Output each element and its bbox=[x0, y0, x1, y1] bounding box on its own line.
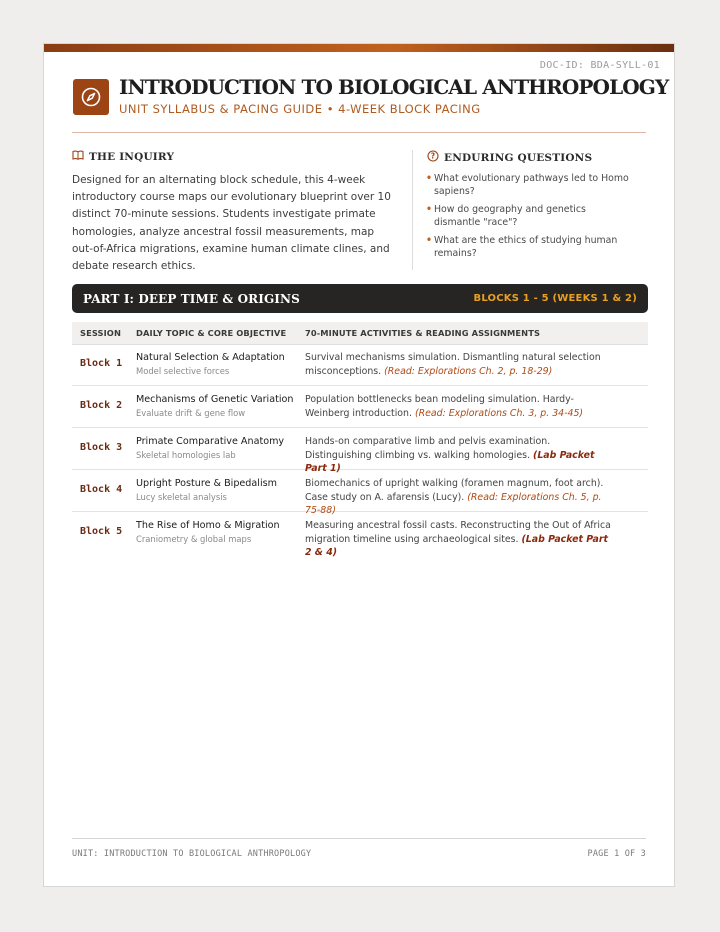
inquiry-section bbox=[72, 150, 392, 275]
page-title: INTRODUCTION TO BIOLOGICAL ANTHROPOLOGY bbox=[119, 75, 669, 99]
doc-id: DOC-ID: BDA-SYLL-01 bbox=[539, 60, 660, 71]
session-label: Block 5 bbox=[80, 526, 123, 537]
activity-text bbox=[305, 351, 615, 378]
footer-unit: UNIT: INTRODUCTION TO BIOLOGICAL ANTHROPOLOGY bbox=[72, 849, 312, 859]
table-header bbox=[72, 322, 648, 345]
topic-title: Upright Posture & Bipedalism bbox=[136, 478, 277, 489]
column-header-topic: DAILY TOPIC & CORE OBJECTIVE bbox=[136, 328, 287, 338]
session-label: Block 1 bbox=[80, 358, 123, 369]
part-range: BLOCKS 1 - 5 (WEEKS 1 & 2) bbox=[473, 293, 637, 304]
activity-text bbox=[305, 519, 615, 560]
topic-title: Primate Comparative Anatomy bbox=[136, 436, 285, 447]
activity-description: Hands-on comparative limb and pelvis examination. Distinguishing climbing vs. walking homologies. bbox=[305, 436, 551, 461]
activity-description: Measuring ancestral fossil casts. Reconstructing the Out of Africa migration timeline using archaeological sites. bbox=[305, 520, 611, 545]
table-row bbox=[72, 470, 648, 517]
session-label: Block 3 bbox=[80, 442, 123, 453]
inquiry-heading: THE INQUIRY bbox=[89, 150, 175, 163]
part-title: PART I: DEEP TIME & ORIGINS bbox=[83, 291, 300, 306]
question-item: • How do geography and genetics dismantle "race"? bbox=[427, 203, 632, 229]
topic-objective: Skeletal homologies lab bbox=[136, 450, 236, 460]
top-accent-bar bbox=[44, 44, 674, 52]
book-icon bbox=[72, 150, 84, 163]
table-row bbox=[72, 344, 648, 386]
table-row bbox=[72, 428, 648, 475]
reading-assignment: (Read: Explorations Ch. 2, p. 18-29) bbox=[384, 365, 553, 377]
questions-list bbox=[427, 172, 632, 260]
question-item: • What evolutionary pathways led to Homo sapiens? bbox=[427, 172, 632, 198]
reading-assignment: (Read: Explorations Ch. 3, p. 34-45) bbox=[414, 407, 584, 419]
topic-objective: Model selective forces bbox=[136, 366, 230, 376]
footer-page-number: PAGE 1 OF 3 bbox=[587, 849, 646, 859]
lab-assignment: (Lab Packet Part 1) bbox=[305, 449, 595, 475]
topic-objective: Evaluate drift & gene flow bbox=[136, 408, 246, 418]
table-row bbox=[72, 512, 648, 559]
enduring-questions-section bbox=[427, 150, 632, 265]
activity-description: Biomechanics of upright walking (foramen magnum, foot arch). Case study on A. afarensis (Lucy). bbox=[305, 478, 604, 503]
header-divider bbox=[72, 132, 646, 133]
page-subtitle: UNIT SYLLABUS & PACING GUIDE • 4-WEEK BLOCK PACING bbox=[119, 102, 481, 116]
question-circle-icon bbox=[427, 150, 439, 165]
session-label: Block 2 bbox=[80, 400, 123, 411]
activity-description: Population bottlenecks bean modeling simulation. Hardy-Weinberg introduction. bbox=[305, 394, 574, 419]
column-header-activities: 70-MINUTE ACTIVITIES & READING ASSIGNMENTS bbox=[305, 328, 541, 338]
question-item: • What are the ethics of studying human remains? bbox=[427, 234, 632, 260]
section-divider bbox=[412, 150, 413, 270]
table-row bbox=[72, 386, 648, 428]
activity-text bbox=[305, 393, 615, 420]
questions-heading: ENDURING QUESTIONS bbox=[444, 151, 593, 164]
topic-title: Mechanisms of Genetic Variation bbox=[136, 394, 294, 405]
part-header-bar bbox=[72, 284, 648, 313]
inquiry-body: Designed for an alternating block schedule, this 4-week introductory course maps our evolutionary blueprint over 10 distinct 70-minute sessions. Students investigate primate homologies, analyze ancestral fossil measurements, map out-of-Africa migrations, examine human climate clines, and debate research ethics. bbox=[72, 174, 391, 273]
column-header-session: SESSION bbox=[80, 328, 122, 338]
footer-divider bbox=[72, 838, 646, 839]
topic-objective: Lucy skeletal analysis bbox=[136, 492, 227, 502]
compass-icon bbox=[73, 79, 109, 115]
topic-title: Natural Selection & Adaptation bbox=[136, 352, 285, 363]
topic-title: The Rise of Homo & Migration bbox=[136, 520, 280, 531]
activity-description: Survival mechanisms simulation. Dismantling natural selection misconceptions. bbox=[305, 352, 601, 377]
lab-assignment: (Lab Packet Part 2 & 4) bbox=[305, 533, 608, 559]
topic-objective: Craniometry & global maps bbox=[136, 534, 252, 544]
session-label: Block 4 bbox=[80, 484, 123, 495]
svg-text:?: ? bbox=[430, 151, 436, 161]
reading-assignment: (Read: Explorations Ch. 5, p. 75-88) bbox=[305, 491, 602, 517]
syllabus-page bbox=[43, 43, 675, 887]
